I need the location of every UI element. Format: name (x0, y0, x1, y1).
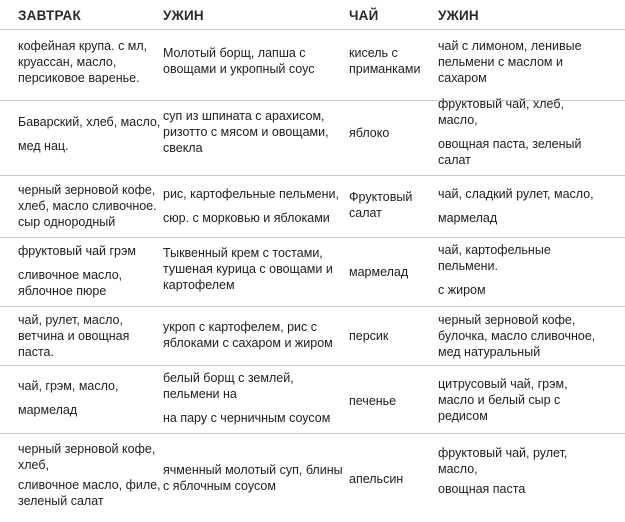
meal-cell-breakfast: черный зерновой кофе, хлеб, масло сливочное. сыр однородный (18, 183, 157, 229)
meal-cell-breakfast: чай, грэм, масло, мармелад (18, 379, 119, 417)
meal-cell-breakfast: чай, рулет, масло, ветчина и овощная паста. (18, 313, 130, 359)
meal-cell-supper: фруктовый чай, хлеб, масло, овощная паста, зеленый салат (438, 97, 582, 167)
meal-cell-dinner: ячменный молотый суп, блины с яблочным соусом (163, 463, 343, 493)
meal-cell-supper: чай с лимоном, ленивые пельмени с маслом и сахаром (438, 39, 582, 85)
row-divider (0, 175, 625, 176)
meal-cell-breakfast: кофейная крупа. с мл, круассан, масло, персиковое варенье. (18, 39, 148, 85)
meal-cell-dinner: укроп с картофелем, рис с яблоками с сахаром и жиром (163, 320, 333, 350)
meal-cell-supper: черный зерновой кофе, булочка, масло сливочное, мед натуральный (438, 313, 596, 359)
meal-cell-supper: фруктовый чай, рулет, масло, овощная паста (438, 446, 568, 496)
meal-cell-tea: персик (349, 329, 389, 343)
meal-cell-breakfast: фруктовый чай грэм сливочное масло, яблочное пюре (18, 244, 136, 298)
column-header-tea: ЧАЙ (349, 8, 379, 23)
meal-cell-tea: апельсин (349, 472, 404, 486)
meal-cell-tea: мармелад (349, 265, 409, 279)
meal-cell-supper: чай, сладкий рулет, масло, мармелад (438, 187, 594, 225)
meal-cell-supper: цитрусовый чай, грэм, масло и белый сыр с редисом (438, 377, 568, 423)
meal-cell-dinner: суп из шпината с арахисом, ризотто с мясом и овощами, свекла (163, 109, 329, 155)
column-header-dinner: УЖИН (163, 8, 204, 23)
meal-cell-tea: кисель с приманками (349, 46, 421, 76)
row-divider (0, 433, 625, 434)
row-divider (0, 306, 625, 307)
meal-cell-dinner: белый борщ с землей, пельмени на на пару с черничным соусом (163, 371, 331, 425)
meal-cell-dinner: рис, картофельные пельмени, сюр. с морковью и яблоками (163, 187, 339, 225)
row-divider (0, 237, 625, 238)
meal-cell-breakfast: черный зерновой кофе, хлеб, сливочное масло, филе, зеленый салат (18, 442, 161, 508)
meal-cell-tea: печенье (349, 394, 397, 408)
meal-cell-dinner: Молотый борщ, лапша с овощами и укропный соус (163, 46, 315, 76)
meal-cell-breakfast: Баварский, хлеб, масло, мед нац. (18, 115, 161, 153)
meal-cell-supper: чай, картофельные пельмени. с жиром (438, 243, 551, 297)
column-header-supper: УЖИН (438, 8, 479, 23)
meal-cell-tea: яблоко (349, 126, 390, 140)
column-header-breakfast: ЗАВТРАК (18, 8, 81, 23)
meal-cell-tea: Фруктовый салат (349, 190, 413, 220)
header-divider (0, 29, 625, 30)
row-divider (0, 365, 625, 366)
meal-cell-dinner: Тыквенный крем с тостами, тушеная курица с овощами и картофелем (163, 246, 333, 292)
